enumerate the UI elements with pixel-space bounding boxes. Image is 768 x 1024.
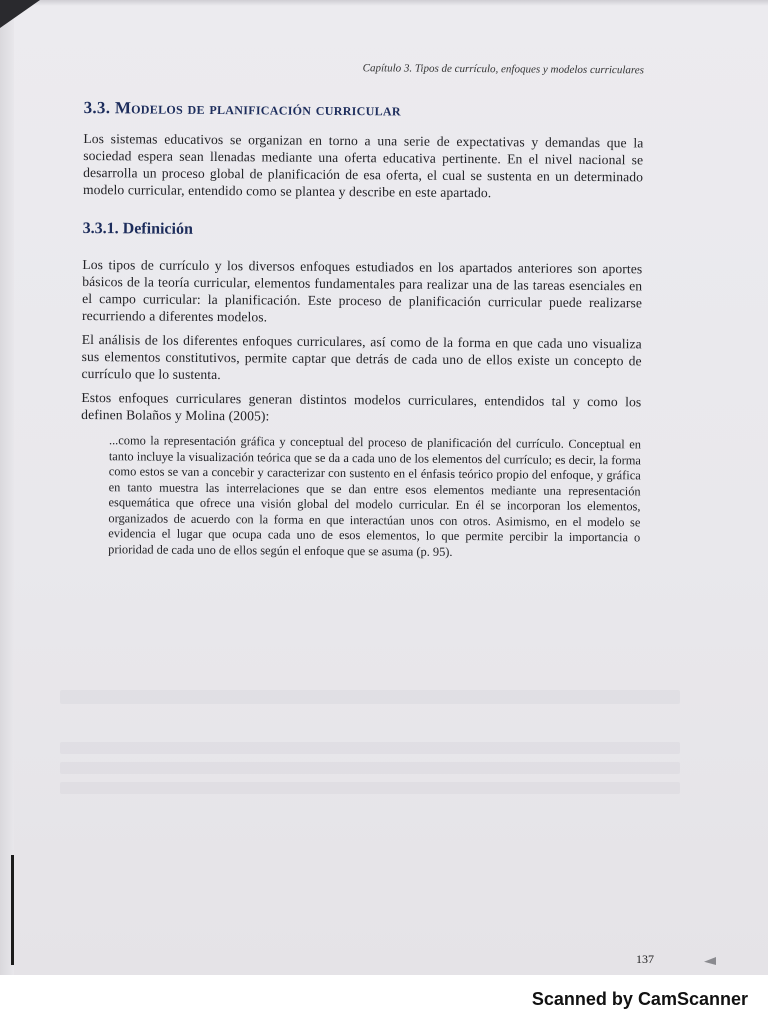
page-top-shadow	[30, 0, 768, 6]
body-paragraph-1: Los tipos de currículo y los diversos enfoques estudiados en los apartados anteriores son aportes básicos de la teoría curricular, elementos fundamentales para realizar una de las tareas esenciales en el campo curricular: la planificación. Este proceso de planificación curricular puede realizarse recurriendo a diferentes modelos.	[81, 256, 643, 325]
scanner-watermark: Scanned by CamScanner	[531, 989, 748, 1009]
section-heading: 3.3. Modelos de planificación curricular	[83, 97, 401, 120]
subsection-heading: 3.3.1. Definición	[82, 219, 193, 238]
document-content	[80, 60, 644, 561]
show-through-line	[60, 690, 680, 704]
show-through-line	[60, 742, 680, 754]
section-paragraph: Los sistemas educativos se organizan en torno a una serie de expectativas y demandas que la sociedad espera sean llenadas mediante una oferta educativa pertinente. En el nivel nacional se desarrolla un proceso global de planificación de esa oferta, el cual se sustenta en un determinado modelo curricular, entendido como se plantea y describe en este apartado.	[82, 130, 644, 201]
body-paragraph-2: El análisis de los diferentes enfoques curriculares, así como de la forma en que cada uno visualiza sus elementos constitutivos, permite captar que detrás de cada uno de ellos existe un concepto de currículo que lo sustenta.	[81, 331, 642, 383]
running-header: Capítulo 3. Tipos de currículo, enfoques y modelos curriculares	[362, 62, 644, 77]
page-left-edge	[0, 0, 14, 975]
show-through-line	[60, 782, 680, 794]
page-corner-mark	[704, 957, 716, 965]
binding-edge-line	[11, 855, 14, 965]
show-through-line	[60, 762, 680, 774]
page-number: 137	[636, 952, 654, 966]
block-quote: ...como la representación gráfica y conceptual del proceso de planificación del currículo. Conceptual en tanto incluye la visualización teórica que se da a cada uno de los elementos del currículo; es decir, la forma como estos se van a concebir y caracterizar con sustento en el énfasis teórico propio del enfoque, y gráfica en tanto muestra las interrelaciones que se dan entre esos elementos mediante una representación esquemática que ofrece una visión global del modelo curricular. En él se incorporan los elementos, organizados de acuerdo con la forma en que interactúan unos con otros. Asimismo, en el modelo se evidencia el lugar que ocupa cada uno de esos elementos, lo que permite percibir la importancia o prioridad de cada uno de ellos según el enfoque que se asuma (p. 95).	[108, 433, 642, 559]
scan-corner-shadow	[0, 0, 40, 28]
body-paragraph-3: Estos enfoques curriculares generan distintos modelos curriculares, entendidos tal y como los definen Bolaños y Molina (2005):	[81, 389, 642, 424]
